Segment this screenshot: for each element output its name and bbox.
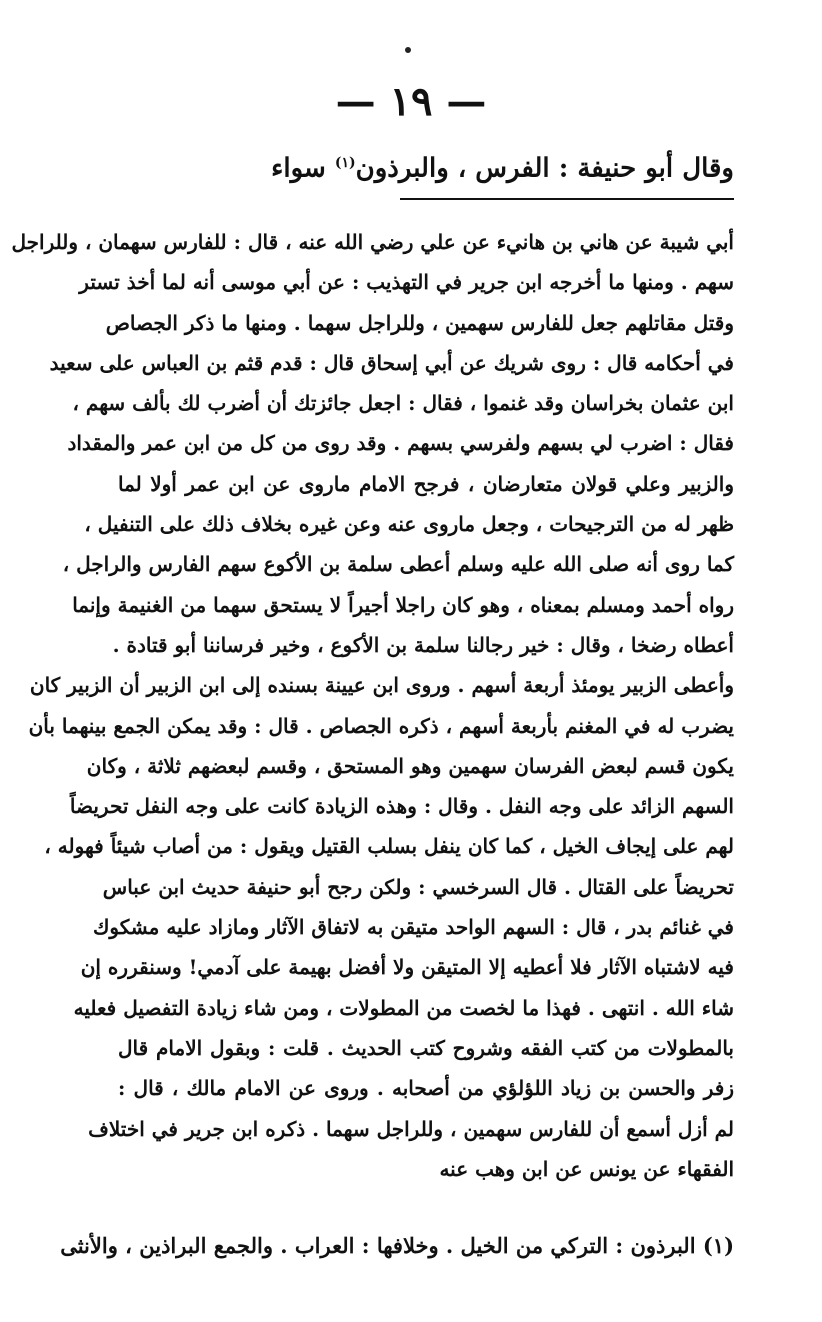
- body-line: أعطاه رضخا ، وقال : خير رجالنا سلمة بن الأكوع ، وخير فرساننا أبو قتادة .: [112, 632, 734, 657]
- heading-text: وقال أبو حنيفة : الفرس ، والبرذون: [355, 153, 734, 184]
- body-line: السهم الزائد على وجه النفل . وقال : وهذه الزيادة كانت على وجه النفل تحريضاً: [69, 794, 734, 819]
- heading-tail: سواء: [271, 153, 326, 184]
- body-line: لهم على إيجاف الخيل ، كما كان ينفل بسلب القتيل ويقول : من أصاب شيئاً فهوله ،: [44, 834, 734, 859]
- footnote: (١) البرذون : التركي من الخيل . وخلافها : العراب . والجمع البراذين ، والأنثى: [60, 1233, 734, 1258]
- body-line: في غنائم بدر ، قال : السهم الواحد متيقن به لاتفاق الآثار ومازاد عليه مشكوك: [92, 915, 734, 940]
- body-line: يكون قسم لبعض الفرسان سهمين وهو المستحق ، وقسم لبعضهم ثلاثة ، وكان: [86, 753, 734, 778]
- page-number: — ١٩ —: [335, 78, 487, 125]
- heading-rule: [400, 198, 734, 200]
- body-line: الفقهاء عن يونس عن ابن وهب عنه: [439, 1156, 734, 1181]
- body-text: [11, 222, 734, 1189]
- body-line: لم أزل أسمع أن للفارس سهمين ، وللراجل سهما . ذكره ابن جرير في اختلاف: [88, 1116, 734, 1141]
- body-line: شاء الله . انتهى . فهذا ما لخصت من المطولات ، ومن شاء زيادة التفصيل فعليه: [73, 995, 734, 1020]
- body-line: فقال : اضرب لي بسهم ولفرسي بسهم . وقد روى من كل من ابن عمر والمقداد: [67, 431, 734, 456]
- body-line: زفر والحسن بن زياد اللؤلؤي من أصحابه . وروى عن الامام مالك ، قال :: [118, 1076, 734, 1101]
- body-line: ظهر له من الترجيحات ، وجعل ماروى عنه وعن غيره بخلاف ذلك على التنفيل ،: [84, 512, 734, 537]
- section-heading: [94, 143, 734, 189]
- body-line: أبي شيبة عن هاني بن هانيء عن علي رضي الله عنه ، قال : للفارس سهمان ، وللراجل: [11, 230, 734, 254]
- body-line: فيه لاشتباه الآثار فلا أعطيه إلا المتيقن ولا أفضل بهيمة على آدمي! وسنقرره إن: [80, 955, 734, 980]
- body-line: يضرب له في المغنم بأربعة أسهم ، ذكره الجصاص . قال : وقد يمكن الجمع بينهما بأن: [28, 713, 734, 738]
- body-line: رواه أحمد ومسلم بمعناه ، وهو كان راجلا أجيراً لا يستحق سهما من الغنيمة وإنما: [72, 592, 734, 617]
- body-line: كما روى أنه صلى الله عليه وسلم أعطى سلمة بن الأكوع سهم الفارس والراجل ،: [62, 552, 734, 577]
- body-line: والزبير وعلي قولان متعارضان ، فرجح الامام ماروى عن ابن عمر أولا لما: [118, 471, 734, 496]
- footnote-reference-mark: (١): [334, 155, 356, 171]
- body-line: وقتل مقاتلهم جعل للفارس سهمين ، وللراجل سهما . ومنها ما ذكر الجصاص: [105, 310, 734, 335]
- body-line: سهم . ومنها ما أخرجه ابن جرير في التهذيب : عن أبي موسى أنه لما أخذ تستر: [79, 270, 734, 295]
- body-line: تحريضاً على القتال . قال السرخسي : ولكن رجح أبو حنيفة حديث ابن عباس: [102, 874, 734, 899]
- body-line: في أحكامه قال : روى شريك عن أبي إسحاق قال : قدم قثم بن العباس على سعيد: [49, 350, 734, 375]
- body-line: ابن عثمان بخراسان وقد غنموا ، فقال : اجعل جائزتك أن أضرب لك بألف سهم ،: [72, 391, 734, 416]
- page-dot-mark: [405, 47, 411, 53]
- body-line: بالمطولات من كتب الفقه وشروح كتب الحديث . قلت : وبقول الامام قال: [118, 1035, 734, 1060]
- body-line: وأعطى الزبير يومئذ أربعة أسهم . وروى ابن عيينة بسنده إلى ابن الزبير أن الزبير كان: [29, 673, 734, 698]
